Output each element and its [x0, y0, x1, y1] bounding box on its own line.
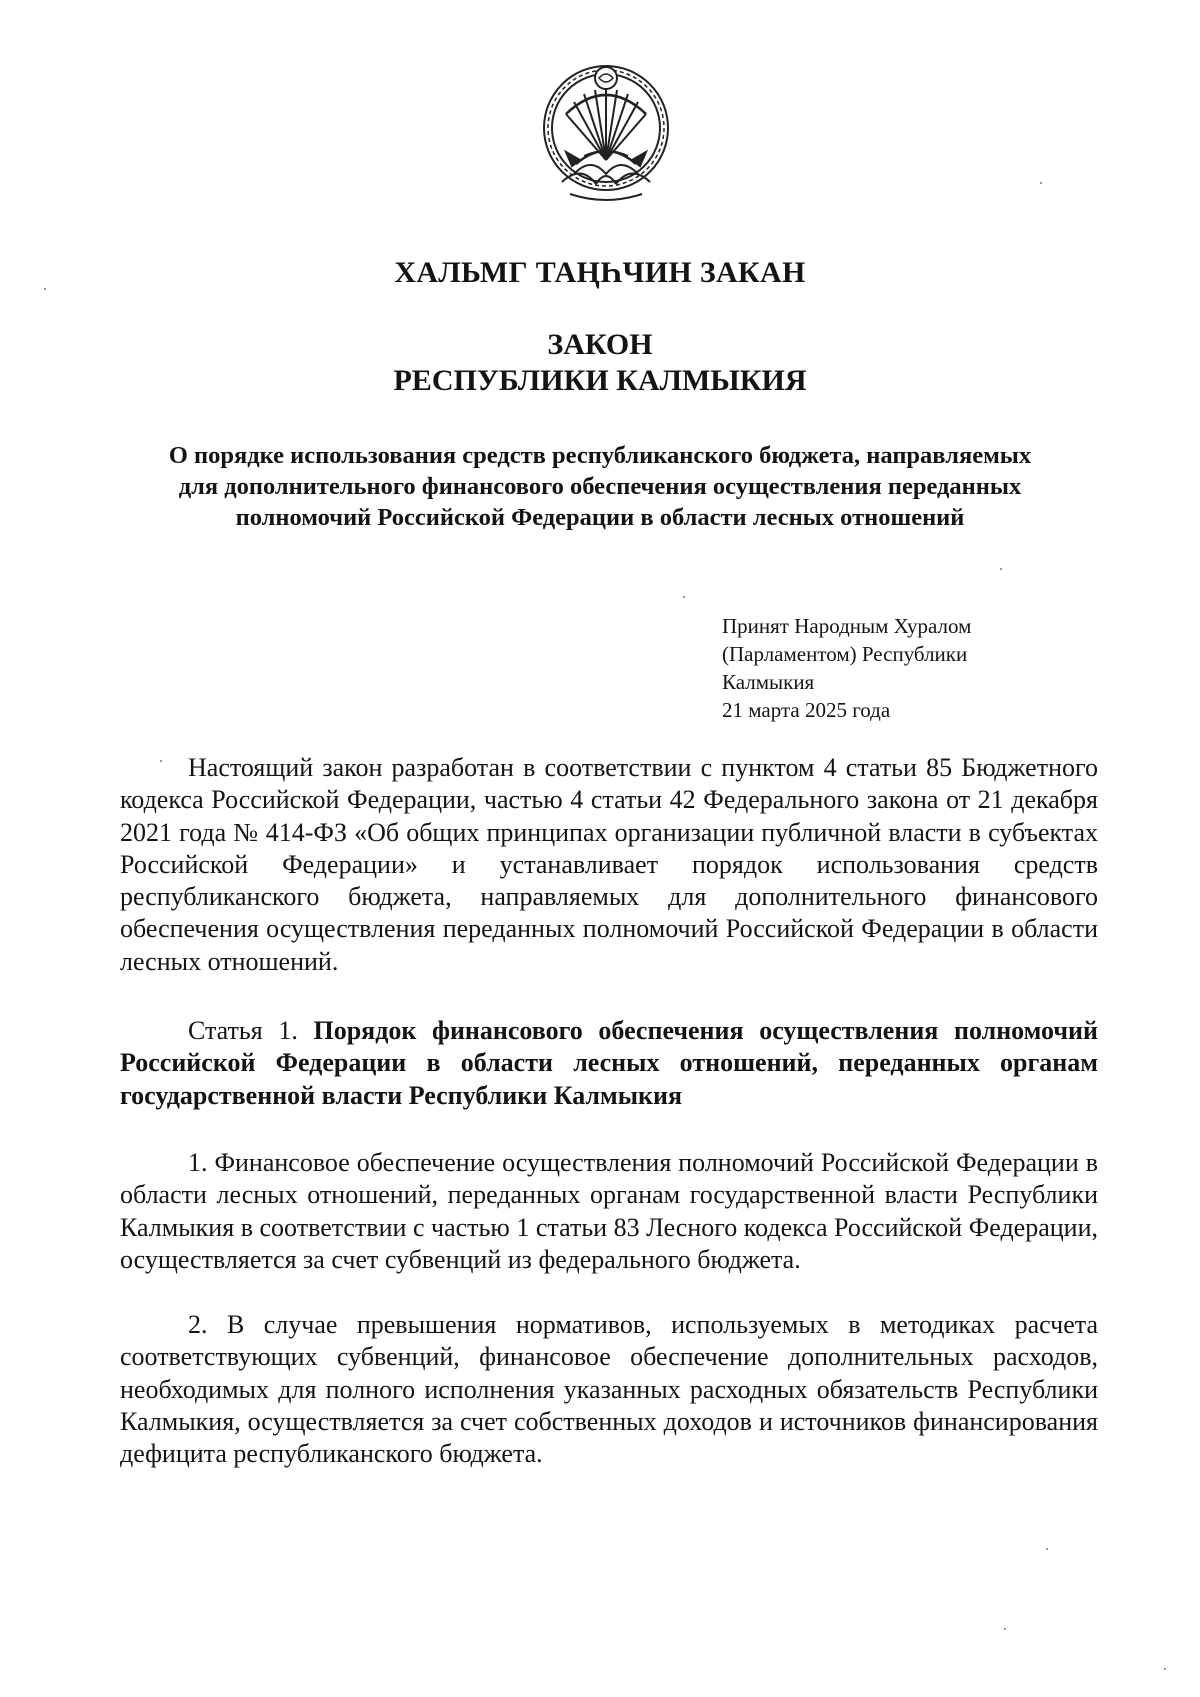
kalmykia-coat-of-arms-icon	[536, 56, 676, 206]
title-kalmyk: ХАЛЬМГ ТАҢҺЧИН ЗАКАН	[394, 256, 806, 289]
scan-speck	[1046, 1548, 1048, 1550]
article-1-label: Статья 1.	[188, 1016, 298, 1045]
title-republic: РЕСПУБЛИКИ КАЛМЫКИЯ	[393, 364, 807, 397]
title-law: ЗАКОН	[547, 328, 653, 361]
article-1-paragraph-2: 2. В случае превышения нормативов, используемых в методиках расчета соответствующих субвенций, финансовое обеспечение дополнительных расходов, необходимых для полного исполнения указанных расходных обязательств Республики Калмыкия, осуществляется за счет собственных доходов и источников финансирования дефицита республиканского бюджета.	[120, 1310, 1098, 1469]
scan-speck	[1040, 182, 1042, 184]
scan-speck	[1164, 1668, 1166, 1670]
scan-speck	[683, 596, 685, 598]
preamble-paragraph: Настоящий закон разработан в соответствии с пунктом 4 статьи 85 Бюджетного кодекса Российской Федерации, частью 4 статьи 42 Федерального закона от 21 декабря 2021 года № 414-ФЗ «Об общих принципах организации публичной власти в субъектах Российской Федерации» и устанавливает порядок использования средств республиканского бюджета, направляемых для дополнительного финансового обеспечения осуществления переданных полномочий Российской Федерации в области лесных отношений.	[120, 753, 1098, 976]
adoption-note	[722, 612, 971, 724]
adoption-date: 21 марта 2025 года	[722, 698, 891, 722]
adoption-note-line: Принят Народным Хуралом	[722, 614, 972, 638]
law-subject-title: О порядке использования средств республиканского бюджета, направляемых для дополнительного финансового обеспечения осуществления переданных полномочий Российской Федерации в области лесных отношений	[168, 442, 1032, 531]
article-1-title: Порядок финансового обеспечения осуществления полномочий Российской Федерации в области лесных отношений, переданных органам государственной власти Республики Калмыкия	[120, 1016, 1099, 1110]
article-1-heading	[120, 1015, 1098, 1112]
adoption-note-line: (Парламентом) Республики	[722, 642, 968, 666]
adoption-note-line: Калмыкия	[722, 670, 815, 694]
article-1-paragraph-1: 1. Финансовое обеспечение осуществления полномочий Российской Федерации в области лесных отношений, переданных органам государственной власти Республики Калмыкия в соответствии с частью 1 статьи 83 Лесного кодекса Российской Федерации, осуществляется за счет субвенций из федерального бюджета.	[120, 1148, 1098, 1274]
scan-speck	[44, 288, 46, 290]
scan-speck	[160, 760, 162, 762]
scan-speck	[1000, 568, 1002, 570]
scan-speck	[1004, 1628, 1006, 1630]
